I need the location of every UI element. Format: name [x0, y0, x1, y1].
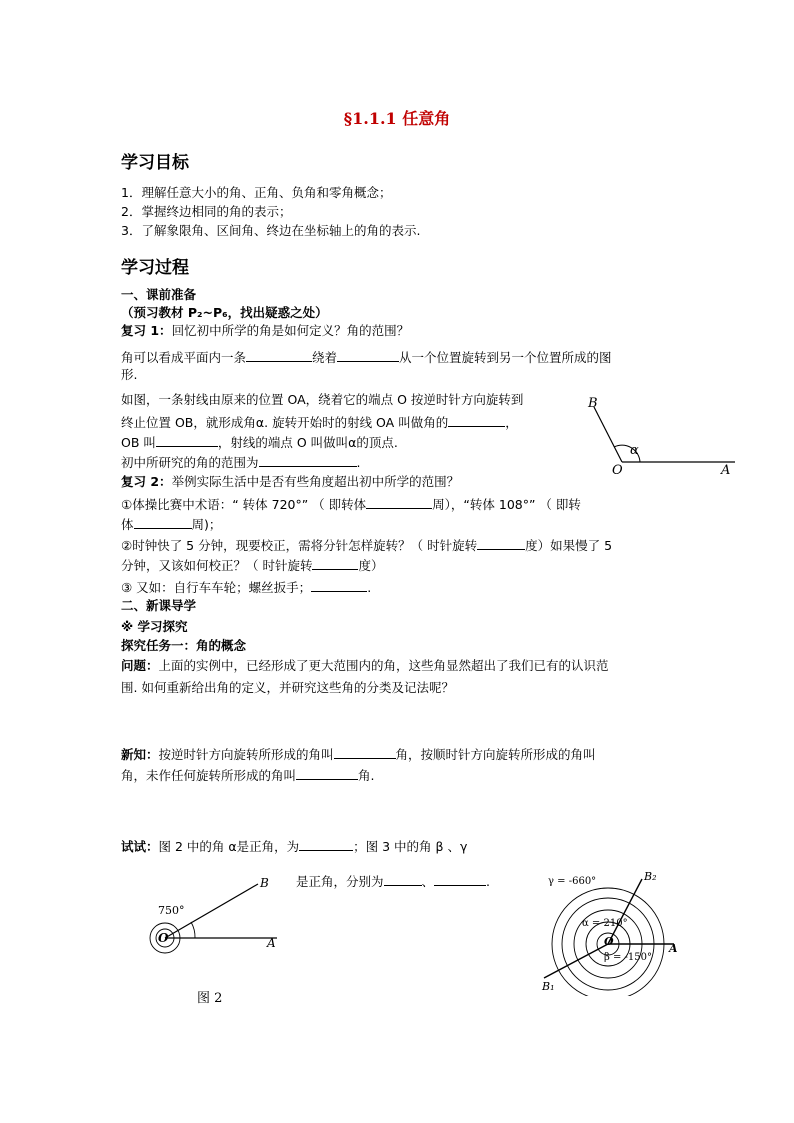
goal-item-2: 2．掌握终边相同的角的表示； [121, 204, 292, 219]
text: 上面的实例中，已经形成了更大范围内的角，这些角显然超出了我们已有的认识范 [158, 658, 609, 673]
label-a: A [669, 942, 678, 955]
new-knowledge-cont [121, 765, 375, 785]
para-2-line-2 [121, 412, 518, 432]
figure-2-caption: 图 2 [197, 991, 223, 1006]
alpha-label: α = 210° [582, 918, 628, 929]
review-2-item-3 [121, 577, 371, 597]
text: ②时钟快了 5 分钟，现要校正，需将分针怎样旋转？（ 时针旋转 [121, 538, 478, 553]
text: 从一个位置旋转到另一个位置所成的图 [399, 350, 612, 365]
label-b: B [260, 876, 269, 890]
review-2-item-2 [121, 535, 612, 555]
blank[interactable] [296, 765, 358, 780]
section-1-heading: 一、课前准备 [121, 287, 197, 302]
blank[interactable] [366, 494, 432, 509]
label-o: O [604, 935, 614, 948]
para-1-line-1 [121, 347, 612, 367]
try-label: 试试： [121, 839, 159, 854]
review-2-item-1-cont [121, 514, 221, 534]
text: . [356, 455, 361, 470]
try-line-2 [296, 871, 490, 891]
text: 周)； [191, 517, 222, 532]
label-a: A [721, 463, 731, 478]
blank[interactable] [312, 555, 358, 570]
para-2-line-1: 如图，一条射线由原来的位置 OA，绕着它的端点 O 按逆时针方向旋转到 [121, 392, 524, 407]
figure-3 [536, 866, 696, 996]
explore-heading: ※ 学习探究 [121, 619, 188, 634]
blank[interactable] [299, 836, 353, 851]
gamma-label: γ = -660° [548, 876, 597, 887]
blank[interactable] [259, 452, 357, 467]
blank[interactable] [477, 535, 525, 550]
text: ， [505, 415, 518, 430]
text: 角，未作任何旋转所形成的角叫 [121, 768, 297, 783]
para-1-line-2: 形. [121, 367, 138, 382]
goal-item-1: 1．理解任意大小的角、正角、负角和零角概念； [121, 185, 392, 200]
text: 角可以看成平面内一条 [121, 350, 247, 365]
new-knowledge-label: 新知： [121, 747, 159, 762]
blank[interactable] [337, 347, 399, 362]
text: 周），“转体 108°” （ 即转 [432, 497, 581, 512]
page-title: §1.1.1 任意角 [343, 109, 451, 128]
text: ③ 又如：自行车车轮；螺丝扳手； [121, 580, 312, 595]
label-o: O [158, 931, 169, 945]
blank[interactable] [334, 744, 396, 759]
text: ①体操比赛中术语：“ 转体 720°” （ 即转体 [121, 497, 367, 512]
angle-label: 750° [158, 904, 185, 917]
text: 是正角，分别为 [296, 874, 384, 889]
question-label: 问题： [121, 658, 159, 673]
blank[interactable] [311, 577, 367, 592]
text: 度）如果慢了 5 [525, 538, 613, 553]
blank[interactable] [434, 871, 486, 886]
figure-2 [140, 875, 290, 970]
text: 、 [421, 874, 435, 889]
text: 角，按顺时针方向旋转所形成的角叫 [395, 747, 596, 762]
text: 绕着 [312, 350, 338, 365]
review-2-label: 复习 2： [121, 474, 172, 489]
review-2 [121, 473, 459, 491]
blank[interactable] [448, 412, 505, 427]
goal-item-3: 3．了解象限角、区间角、终边在坐标轴上的角的表示. [121, 223, 421, 238]
text: 分钟，又该如何校正？（ 时针旋转 [121, 558, 313, 573]
question-cont: 围. 如何重新给出角的定义，并研究这些角的分类及记法呢？ [121, 680, 454, 695]
text: 按逆时针方向旋转所形成的角叫 [158, 747, 334, 762]
task-1-heading: 探究任务一：角的概念 [121, 638, 247, 653]
text: ；图 3 中的角 β 、γ [353, 839, 468, 854]
goals-heading: 学习目标 [121, 153, 189, 173]
question [121, 657, 609, 675]
review-1 [121, 322, 409, 340]
beta-label: β = -150° [604, 952, 652, 963]
ray-ob1 [544, 944, 608, 978]
try-line-1 [121, 836, 467, 856]
text: 体 [121, 517, 134, 532]
section-2-heading: 二、新课导学 [121, 598, 197, 613]
text: 图 2 中的角 α是正角，为 [158, 839, 300, 854]
label-b2: B₂ [644, 870, 657, 883]
label-b: B [588, 396, 598, 411]
rotation-arc [191, 922, 195, 938]
review-2-text: 举例实际生活中是否有些角度超出初中所学的范围？ [171, 474, 460, 489]
text: ，射线的端点 O 叫做叫α的顶点. [217, 435, 398, 450]
process-heading: 学习过程 [121, 258, 189, 278]
review-2-item-1 [121, 494, 581, 514]
new-knowledge [121, 744, 596, 764]
review-2-item-2-cont [121, 555, 384, 575]
text: 初中所研究的角的范围为 [121, 455, 259, 470]
preview-note: （预习教材 P₂~P₆，找出疑惑之处） [121, 305, 328, 320]
blank[interactable] [384, 871, 422, 886]
label-b1: B₁ [542, 980, 555, 993]
text: . [486, 874, 491, 889]
para-2-line-4 [121, 452, 361, 472]
label-alpha: α [630, 443, 639, 458]
figure-angle-definition [580, 390, 740, 480]
text: 终止位置 OB，就形成角α. 旋转开始时的射线 OA 叫做角的 [121, 415, 449, 430]
review-1-text: 回忆初中所学的角是如何定义？角的范围？ [171, 323, 410, 338]
text: 度） [358, 558, 384, 573]
text: . [367, 580, 372, 595]
blank[interactable] [246, 347, 312, 362]
label-o: O [612, 463, 623, 478]
review-1-label: 复习 1： [121, 323, 172, 338]
text: 角. [358, 768, 375, 783]
blank[interactable] [134, 514, 192, 529]
blank[interactable] [156, 432, 218, 447]
label-a: A [267, 936, 276, 950]
ray-ob [594, 407, 622, 462]
para-2-line-3 [121, 432, 398, 452]
text: OB 叫 [121, 435, 156, 450]
